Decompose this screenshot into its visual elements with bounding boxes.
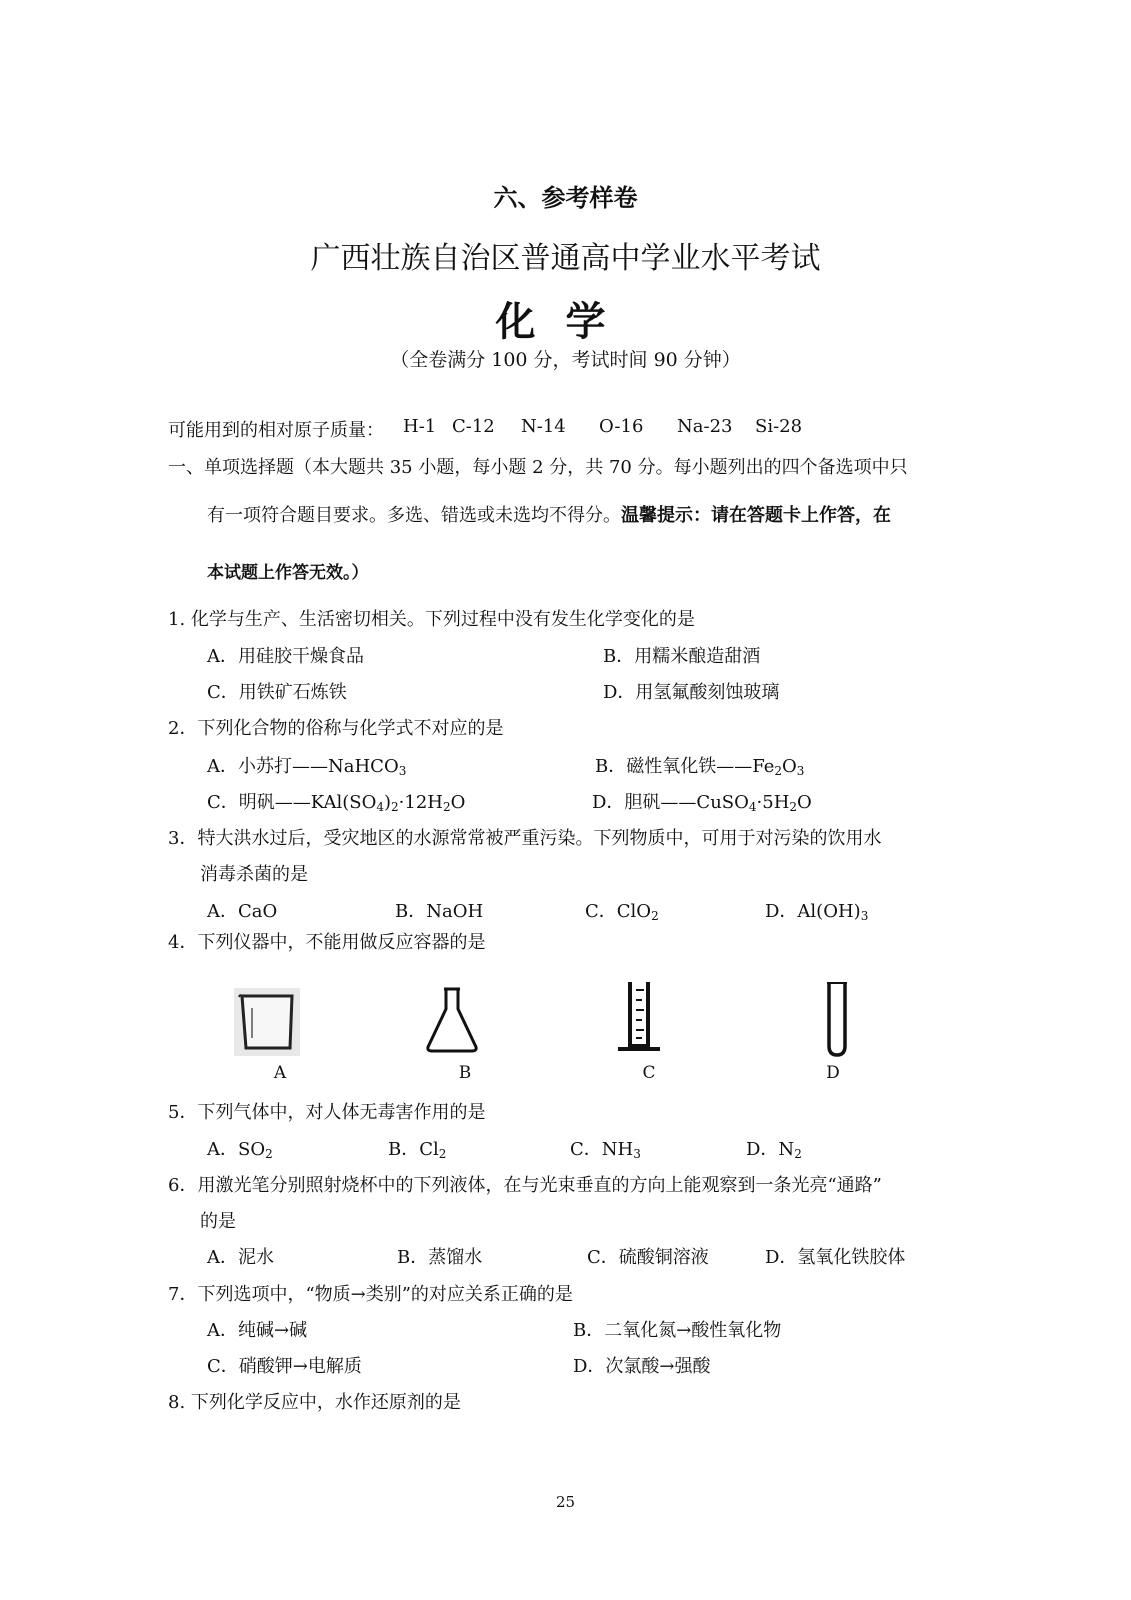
q5-stem: 5．下列气体中，对人体无毒害作用的是: [168, 1102, 486, 1123]
instrument-label-c: C: [642, 1063, 656, 1083]
q2-c-text: C．明矾——KAl(SO: [207, 792, 377, 813]
part1-heading-text: 有一项符合题目要求。多选、错选或未选均不得分。: [207, 505, 621, 526]
q1-option-c: C．用铁矿石炼铁: [207, 682, 347, 703]
answer-card-tip-end: 本试题上作答无效。）: [207, 563, 369, 583]
q2-d-sub1: 4: [748, 800, 757, 814]
test-tube-outline: [829, 983, 845, 1055]
q3-d-text: D．Al(OH): [765, 901, 861, 922]
q6-stem-line2: 的是: [200, 1211, 236, 1232]
q3-option-a: A．CaO: [207, 901, 278, 922]
q5-option-b: [388, 1135, 446, 1161]
subject-title: 化学: [495, 298, 636, 345]
q2-option-c: [207, 788, 465, 814]
part1-heading-line1: 一、单项选择题（本大题共 35 小题，每小题 2 分，共 70 分。每小题列出的四个备选项中只: [168, 457, 908, 478]
page-number: 25: [555, 1493, 576, 1511]
exam-info: （全卷满分 100 分，考试时间 90 分钟）: [390, 349, 741, 371]
answer-card-tip: 温馨提示：请在答题卡上作答，在: [621, 505, 891, 526]
beaker-body: [242, 996, 292, 1048]
atomic-mass-item: N-14: [521, 416, 566, 437]
q2-c-mid: ): [384, 792, 392, 813]
q8-stem: 8. 下列化学反应中，水作还原剂的是: [168, 1392, 461, 1413]
exam-title: 广西壮族自治区普通高中学业水平考试: [310, 241, 821, 276]
q5-d-text: D．N: [746, 1139, 795, 1160]
q2-option-b: [595, 752, 804, 778]
q3-stem-line2: 消毒杀菌的是: [200, 864, 308, 885]
graduated-cylinder-image: [616, 978, 662, 1054]
instrument-label-b: B: [458, 1063, 472, 1083]
q3-c-sub: 2: [651, 909, 659, 923]
q1-stem: 1. 化学与生产、生活密切相关。下列过程中没有发生化学变化的是: [168, 609, 695, 630]
q7-stem: 7．下列选项中，“物质→类别”的对应关系正确的是: [168, 1284, 573, 1305]
q1-option-a: A．用硅胶干燥食品: [207, 646, 364, 667]
q3-option-c: [585, 897, 659, 923]
q2-c-sub1: 4: [376, 800, 384, 814]
atomic-mass-line: [168, 416, 384, 442]
q2-d-sub2: 2: [789, 800, 798, 814]
part1-heading-line2: [207, 501, 891, 527]
q7-option-c: C．硝酸钾→电解质: [207, 1356, 362, 1377]
q3-c-text: C．ClO: [585, 901, 652, 922]
q5-d-sub: 2: [794, 1147, 802, 1161]
q5-c-text: C．NH: [570, 1139, 634, 1160]
q2-d-end: O: [797, 792, 812, 813]
q5-a-sub: 2: [265, 1147, 273, 1161]
atomic-mass-item: H-1: [403, 416, 437, 437]
q6-stem-line1: 6．用激光笔分别照射烧杯中的下列液体，在与光束垂直的方向上能观察到一条光亮“通路”: [168, 1175, 882, 1196]
q2-b-sub2: 3: [796, 764, 805, 778]
q5-option-a: [207, 1135, 273, 1161]
q4-stem: 4．下列仪器中，不能用做反应容器的是: [168, 932, 486, 953]
q2-b-mid: O: [782, 756, 797, 777]
q1-option-b: B．用糯米酿造甜酒: [603, 646, 761, 667]
q2-a-text: A．小苏打——NaHCO: [207, 756, 399, 777]
q2-option-d: [592, 788, 812, 814]
instrument-label-d: D: [826, 1063, 840, 1083]
q7-option-a: A．纯碱→碱: [207, 1320, 308, 1341]
test-tube-image: [824, 980, 850, 1058]
cylinder-body: [630, 982, 648, 1046]
atomic-mass-item: O-16: [599, 416, 644, 437]
section-title: 六、参考样卷: [493, 184, 638, 212]
q3-option-b: B．NaOH: [395, 901, 484, 922]
q2-c-end: O: [450, 792, 466, 813]
q7-option-d: D．次氯酸→强酸: [573, 1356, 711, 1377]
q6-option-a: A．泥水: [207, 1247, 274, 1268]
flask-outline: [428, 989, 476, 1051]
q5-option-c: [570, 1135, 641, 1161]
q7-option-b: B．二氧化氮→酸性氧化物: [573, 1320, 782, 1341]
q2-b-text: B．磁性氧化铁——Fe: [595, 756, 775, 777]
q5-c-sub: 3: [633, 1147, 641, 1161]
q5-option-d: [746, 1135, 802, 1161]
q5-b-sub: 2: [438, 1147, 447, 1161]
q3-d-sub: 3: [860, 909, 869, 923]
q2-c-mid2: ·12H: [398, 792, 443, 813]
atomic-mass-item: Si-28: [755, 416, 803, 437]
q2-option-a: [207, 752, 406, 778]
q6-option-c: C．硫酸铜溶液: [587, 1247, 709, 1268]
q2-stem: 2．下列化合物的俗称与化学式不对应的是: [168, 718, 504, 739]
q1-option-d: D．用氢氟酸刻蚀玻璃: [603, 682, 780, 703]
atomic-mass-item: C-12: [452, 416, 495, 437]
atomic-mass-item: Na-23: [677, 416, 733, 437]
q2-d-text: D．胆矾——CuSO: [592, 792, 749, 813]
q5-a-text: A．SO: [207, 1139, 266, 1160]
q2-b-sub1: 2: [774, 764, 783, 778]
beaker-image: [234, 988, 300, 1056]
q6-option-d: D．氢氧化铁胶体: [765, 1247, 906, 1268]
q6-option-b: B．蒸馏水: [397, 1247, 483, 1268]
conical-flask-image: [424, 985, 480, 1055]
q5-b-text: B．Cl: [388, 1139, 439, 1160]
instrument-label-a: A: [273, 1063, 287, 1083]
q2-a-sub: 3: [398, 764, 407, 778]
q3-stem-line1: 3．特大洪水过后，受灾地区的水源常常被严重污染。下列物质中，可用于对污染的饮用水: [168, 828, 882, 849]
atomic-mass-label: 可能用到的相对原子质量：: [168, 420, 384, 441]
q2-c-sub2: 2: [391, 800, 399, 814]
q3-option-d: [765, 897, 868, 923]
q2-c-sub3: 2: [443, 800, 451, 814]
q2-d-mid: ·5H: [756, 792, 790, 813]
